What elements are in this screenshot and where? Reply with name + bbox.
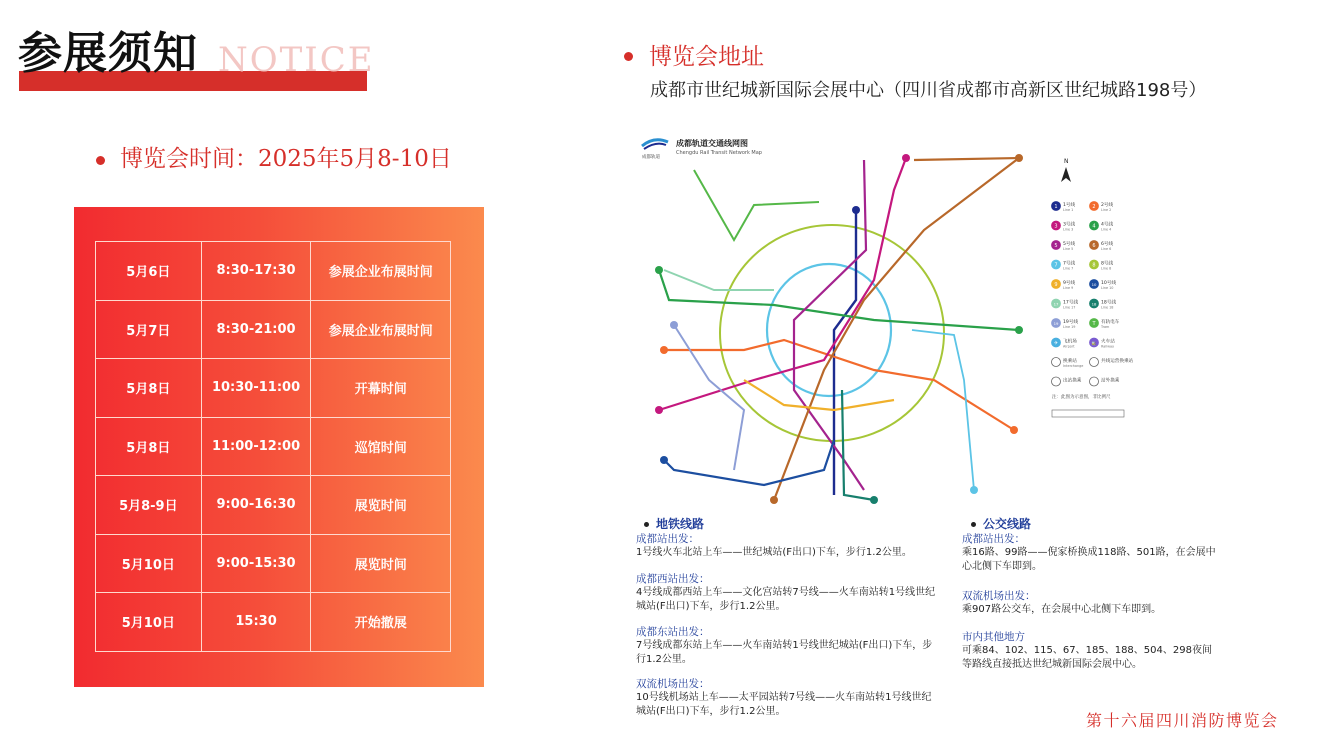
schedule-time: 10:30-11:00 [201, 359, 311, 418]
legend-item [1090, 240, 1114, 251]
metro-map [634, 130, 1134, 510]
legend-swatch-icon [1052, 377, 1061, 386]
route-origin: 市内其他地方 [962, 631, 1025, 643]
legend-swatch-icon [1052, 358, 1061, 367]
schedule-date: 5月10日 [96, 534, 202, 593]
legend-number: 18 [1091, 301, 1097, 307]
map-logo-text: 成都轨道 [642, 155, 660, 160]
legend-swatch-icon [1090, 358, 1099, 367]
legend-label-en: Line 3 [1063, 227, 1074, 232]
legend-item [1090, 221, 1114, 232]
schedule-time: 11:00-12:00 [201, 417, 311, 476]
legend-label-en: Line 6 [1101, 247, 1112, 251]
legend-label: 4号线 [1101, 222, 1114, 228]
line-6 [774, 158, 1019, 500]
legend-item [1090, 377, 1120, 387]
legend-number: 8 [1092, 262, 1096, 269]
legend-number: 6 [1092, 242, 1096, 249]
legend-label-en: Railway [1101, 344, 1115, 349]
schedule-time: 8:30-17:30 [201, 242, 311, 301]
table-row [96, 300, 451, 359]
address-heading: 博览会地址 [649, 44, 764, 70]
schedule-event: 展览时间 [311, 534, 451, 593]
route-origin: 成都东站出发： [636, 626, 710, 638]
legend-label: 火车站 [1101, 339, 1115, 345]
route-description: 可乘84、102、115、67、185、188、504、298夜间 [962, 645, 1212, 656]
legend-item [1090, 299, 1117, 310]
bullet-dot-icon [644, 522, 649, 527]
table-row [96, 417, 451, 476]
line-17 [664, 270, 774, 290]
legend-number: 19 [1053, 320, 1059, 326]
legend-label-en: Line 8 [1101, 266, 1112, 271]
line-3 [659, 158, 906, 410]
legend-item [1090, 338, 1116, 349]
legend-label: 9号线 [1063, 281, 1076, 286]
route-origin: 双流机场出发： [636, 678, 710, 690]
legend-item [1052, 201, 1076, 212]
legend-label-en: Line 17 [1063, 305, 1076, 310]
schedule-date: 5月7日 [96, 300, 202, 359]
map-legend [1052, 201, 1134, 386]
legend-item [1052, 221, 1076, 232]
legend-label: 18号线 [1101, 300, 1117, 306]
bullet-dot-icon [624, 52, 633, 61]
map-note-box [1052, 410, 1124, 417]
schedule-date: 5月6日 [96, 242, 202, 301]
legend-item [1052, 318, 1079, 329]
route-description: 行1.2公里。 [636, 654, 692, 665]
footer-text: 第十六届四川消防博览会 [1086, 711, 1279, 730]
line-7-branch [912, 330, 974, 490]
legend-label: 出站换乘 [1063, 378, 1082, 384]
legend-label: 飞机场 [1063, 339, 1077, 345]
legend-label: 1号线 [1063, 203, 1076, 208]
legend-label: 3号线 [1063, 222, 1076, 228]
route-origin: 成都西站出发： [636, 573, 710, 585]
legend-label: 17号线 [1063, 300, 1079, 306]
legend-item [1052, 240, 1076, 251]
legend-label-en: Line 1 [1063, 208, 1074, 212]
legend-number: 7 [1054, 262, 1058, 269]
schedule-event: 展览时间 [311, 476, 451, 535]
legend-label: 换乘站 [1063, 359, 1077, 364]
legend-label-en: Line 18 [1101, 305, 1114, 310]
legend-item [1052, 357, 1084, 368]
legend-label: 2号线 [1101, 203, 1114, 208]
legend-number: 5 [1054, 242, 1058, 249]
route-description: 心北侧下车即到。 [962, 561, 1042, 572]
route-description: 1号线火车北站上车——世纪城站(F出口)下车，步行1.2公里。 [636, 547, 912, 558]
legend-number: 🚉 [1091, 340, 1097, 346]
legend-number: T [1092, 320, 1096, 327]
legend-item [1052, 260, 1076, 271]
legend-item [1090, 201, 1114, 212]
line-8-ring [720, 225, 944, 441]
legend-label: 8号线 [1101, 261, 1114, 267]
legend-label-en: Line 5 [1063, 247, 1074, 251]
legend-number: 3 [1054, 223, 1058, 230]
legend-label-en: Line 4 [1101, 227, 1112, 232]
table-row [96, 534, 451, 593]
legend-number: 17 [1053, 301, 1059, 307]
map-subtitle: Chengdu Rail Transit Network Map [676, 150, 762, 156]
legend-label-en: Line 19 [1063, 325, 1076, 329]
route-description: 10号线机场站上车——太平园站转7号线——火车南站转1号线世纪 [636, 692, 932, 703]
schedule-event: 开始撤展 [311, 593, 451, 652]
legend-label-en: Line 9 [1063, 286, 1074, 290]
legend-label: 19号线 [1063, 320, 1079, 325]
legend-item [1090, 318, 1120, 329]
table-row [96, 359, 451, 418]
table-row [96, 593, 451, 652]
route-description: 7号线成都东站上车——火车南站转1号线世纪城站(F出口)下车，步 [636, 640, 933, 651]
map-note: 注：此图为示意图，非比例尺 [1052, 395, 1111, 400]
schedule-event: 参展企业布展时间 [311, 300, 451, 359]
page-title: 参展须知 [18, 28, 198, 79]
line-10 [664, 440, 834, 485]
schedule-date: 5月8日 [96, 417, 202, 476]
table-row [96, 242, 451, 301]
schedule-panel [74, 207, 484, 687]
legend-label: 10号线 [1101, 281, 1117, 286]
bullet-dot-icon [96, 156, 105, 165]
schedule-time: 15:30 [201, 593, 311, 652]
bullet-dot-icon [971, 522, 976, 527]
legend-item [1090, 279, 1117, 290]
legend-label-en: Line 2 [1101, 208, 1112, 212]
legend-number: 2 [1092, 203, 1096, 210]
schedule-date: 5月8-9日 [96, 476, 202, 535]
route-description: 城站(F出口)下车，步行1.2公里。 [636, 706, 786, 717]
route-description: 4号线成都西站上车——文化宫站转7号线——火车南站转1号线世纪 [636, 587, 936, 598]
schedule-time: 9:00-15:30 [201, 534, 311, 593]
map-title: 成都轨道交通线网图 [676, 139, 748, 148]
map-logo-icon [642, 140, 668, 149]
legend-label: 5号线 [1063, 242, 1076, 247]
schedule-date: 5月8日 [96, 359, 202, 418]
bus-section-title: 公交线路 [983, 517, 1032, 531]
header-subtitle: NOTICE [218, 40, 375, 80]
route-origin: 成都站出发： [962, 533, 1025, 545]
route-description: 城站(F出口)下车，步行1.2公里。 [636, 601, 786, 612]
line-2 [664, 340, 1014, 430]
legend-number: 4 [1092, 223, 1096, 230]
legend-number: ✈ [1053, 340, 1059, 347]
legend-item [1052, 299, 1079, 310]
legend-label: 共线运营换乘站 [1101, 359, 1134, 364]
schedule-event: 开幕时间 [311, 359, 451, 418]
legend-label: 有轨电车 [1101, 320, 1120, 325]
legend-number: 1 [1054, 203, 1058, 210]
legend-number: 10 [1091, 281, 1097, 287]
route-origin: 成都站出发： [636, 533, 699, 545]
legend-label: 7号线 [1063, 261, 1076, 267]
legend-label-en: Tram [1101, 325, 1110, 329]
legend-label-en: Line 7 [1063, 266, 1074, 271]
schedule-event: 参展企业布展时间 [311, 242, 451, 301]
legend-item [1052, 279, 1076, 290]
schedule-time: 9:00-16:30 [201, 476, 311, 535]
north-label: N [1064, 158, 1069, 165]
legend-number: 9 [1054, 281, 1058, 288]
table-row [96, 476, 451, 535]
legend-item [1090, 260, 1114, 271]
metro-section-title: 地铁线路 [656, 517, 705, 531]
expo-time-label: 博览会时间：2025年5月8-10日 [120, 146, 452, 172]
route-origin: 双流机场出发： [962, 590, 1036, 602]
legend-swatch-icon [1090, 377, 1099, 386]
legend-label-en: Line 10 [1101, 286, 1114, 290]
compass-arrow-icon [1061, 167, 1071, 182]
schedule-table [95, 241, 451, 652]
line-19 [674, 325, 744, 470]
schedule-date: 5月10日 [96, 593, 202, 652]
legend-item [1052, 377, 1082, 387]
schedule-time: 8:30-21:00 [201, 300, 311, 359]
address-text: 成都市世纪城新国际会展中心（四川省成都市高新区世纪城路198号） [650, 80, 1207, 101]
line-4 [659, 270, 1019, 330]
legend-label: 6号线 [1101, 242, 1114, 247]
legend-label: 站外换乘 [1101, 378, 1120, 384]
legend-label-en: Interchange [1063, 364, 1084, 368]
legend-item [1090, 357, 1134, 367]
legend-item [1052, 338, 1078, 349]
route-description: 等路线直接抵达世纪城新国际会展中心。 [962, 659, 1142, 670]
route-description: 乘16路、99路——倪家桥换成118路、501路，在会展中 [962, 547, 1216, 558]
legend-label-en: Airport [1063, 344, 1075, 349]
schedule-event: 巡馆时间 [311, 417, 451, 476]
route-description: 乘907路公交车，在会展中心北侧下车即到。 [962, 604, 1162, 615]
